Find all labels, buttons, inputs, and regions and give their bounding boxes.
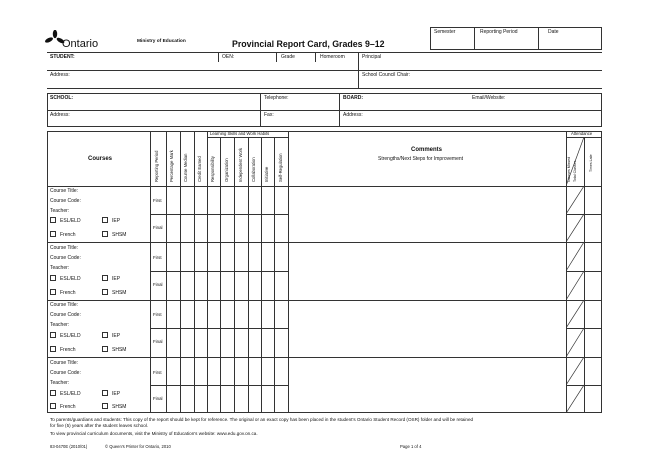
date-label: Date: [548, 29, 559, 35]
shsm-checkbox[interactable]: [102, 346, 108, 352]
final-period-label: Final: [153, 282, 163, 287]
col-responsibility: Responsibility: [210, 156, 215, 182]
comments-field[interactable]: [289, 358, 565, 412]
council-chair-field[interactable]: [359, 79, 601, 87]
course-title-label: Course Title:: [50, 360, 79, 366]
col-collaboration: Collaboration: [251, 157, 256, 182]
ministry-label: Ministry of Education: [137, 39, 186, 44]
fax-field[interactable]: [261, 118, 338, 126]
teacher-label: Teacher:: [50, 265, 70, 271]
french-checkbox[interactable]: [50, 231, 56, 237]
attendance-header: Attendance: [571, 131, 593, 136]
esl-eld-checkbox[interactable]: [50, 217, 56, 223]
footer-note-3: To view provincial curriculum documents, visit the Ministry of Education's website: www.edu.gov.on.ca.: [50, 431, 258, 436]
course-title-label: Course Title:: [50, 188, 79, 194]
col-total-classes: Total Classes: [573, 160, 577, 182]
col-initiative: Initiative: [264, 166, 269, 182]
comments-field[interactable]: [289, 301, 565, 356]
footer-note-2: for five (5) years after the student leaves school.: [50, 423, 149, 428]
board-address-field[interactable]: [340, 118, 601, 126]
teacher-label: Teacher:: [50, 322, 70, 328]
principal-label: Principal: [362, 54, 382, 60]
french-label: French: [60, 232, 76, 238]
course-code-label: Course Code:: [50, 370, 81, 376]
principal-field[interactable]: [359, 60, 601, 69]
first-period-label: First: [153, 312, 162, 317]
council-chair-label: School Council Chair:: [362, 72, 411, 78]
final-period-label: Final: [153, 396, 163, 401]
form-number: 83-0470E (2010/01): [50, 444, 88, 449]
student-label: STUDENT:: [50, 54, 75, 60]
col-credit-earned: Credit Earned: [197, 156, 202, 182]
french-checkbox[interactable]: [50, 403, 56, 409]
iep-checkbox[interactable]: [102, 217, 108, 223]
french-checkbox[interactable]: [50, 346, 56, 352]
teacher-label: Teacher:: [50, 380, 70, 386]
iep-label: IEP: [112, 333, 121, 339]
first-period-label: First: [153, 255, 162, 260]
courses-header: Courses: [88, 156, 113, 162]
copyright: © Queen's Printer for Ontario, 2010: [105, 444, 171, 449]
esl-eld-label: ESL/ELD: [60, 333, 81, 339]
school-address-field[interactable]: [48, 118, 259, 126]
attendance-diagonals-4: [566, 357, 584, 413]
course-code-label: Course Code:: [50, 255, 81, 261]
shsm-label: SHSM: [112, 232, 127, 238]
student-address-field[interactable]: [48, 79, 357, 87]
iep-label: IEP: [112, 218, 121, 224]
homeroom-label: Homeroom: [320, 54, 345, 60]
col-self-regulation: Self-Regulation: [278, 153, 283, 182]
col-organization: Organization: [224, 158, 229, 182]
col-independent-work: Independent Work: [238, 147, 243, 182]
semester-field[interactable]: [431, 36, 473, 49]
telephone-label: Telephone:: [264, 95, 289, 101]
esl-eld-checkbox[interactable]: [50, 390, 56, 396]
board-name-field[interactable]: [340, 101, 601, 109]
comments-subheader: Strengths/Next Steps for Improvement: [378, 156, 464, 162]
date-field[interactable]: [539, 36, 601, 49]
attendance-header-diagonal: [566, 137, 584, 186]
comments-field[interactable]: [289, 243, 565, 299]
fax-label: Fax:: [264, 112, 274, 118]
esl-eld-label: ESL/ELD: [60, 391, 81, 397]
telephone-field[interactable]: [261, 101, 338, 109]
grade-label: Grade: [281, 54, 295, 60]
col-reporting-period: Reporting Period: [154, 150, 159, 182]
board-address-label: Address:: [343, 112, 363, 118]
final-period-label: Final: [153, 339, 163, 344]
page-title: Provincial Report Card, Grades 9–12: [232, 39, 385, 49]
attendance-diagonals-1: [566, 186, 584, 242]
comments-field[interactable]: [289, 187, 565, 241]
col-times-late: Times Late: [589, 154, 593, 172]
student-address-label: Address:: [50, 72, 70, 78]
school-name-field[interactable]: [48, 101, 259, 109]
col-course-median: Course Median: [183, 153, 188, 182]
final-period-label: Final: [153, 225, 163, 230]
shsm-label: SHSM: [112, 404, 127, 410]
shsm-label: SHSM: [112, 347, 127, 353]
iep-label: IEP: [112, 391, 121, 397]
shsm-checkbox[interactable]: [102, 231, 108, 237]
email-website-label: Email/Website:: [472, 95, 506, 101]
learning-skills-header: Learning Skills and Work Habits: [210, 131, 270, 136]
oen-label: OEN:: [222, 54, 235, 60]
shsm-label: SHSM: [112, 290, 127, 296]
french-label: French: [60, 290, 76, 296]
reporting-period-label: Reporting Period: [480, 29, 518, 35]
teacher-label: Teacher:: [50, 208, 70, 214]
esl-eld-checkbox[interactable]: [50, 332, 56, 338]
first-period-label: First: [153, 198, 162, 203]
iep-checkbox[interactable]: [102, 332, 108, 338]
board-label: BOARD:: [343, 95, 363, 101]
esl-eld-label: ESL/ELD: [60, 276, 81, 282]
first-period-label: First: [153, 370, 162, 375]
footer-note-1: To parents/guardians and students: This copy of the report should be kept for reference. The original or an exact copy has been placed in the student's Ontario Student Record (OSR) folder and will be retained: [50, 417, 474, 422]
page-number: Page 1 of 4: [400, 444, 422, 449]
course-code-label: Course Code:: [50, 312, 81, 318]
esl-eld-checkbox[interactable]: [50, 275, 56, 281]
shsm-checkbox[interactable]: [102, 403, 108, 409]
semester-label: Semester: [434, 29, 456, 35]
course-code-label: Course Code:: [50, 198, 81, 204]
student-name-field[interactable]: [48, 60, 216, 69]
reporting-period-field[interactable]: [475, 36, 537, 49]
grade-field[interactable]: [277, 60, 314, 69]
oen-field[interactable]: [219, 60, 275, 69]
iep-checkbox[interactable]: [102, 390, 108, 396]
logo-text: Ontario: [62, 38, 99, 50]
homeroom-field[interactable]: [316, 60, 357, 69]
attendance-diagonals-3: [566, 300, 584, 357]
french-label: French: [60, 404, 76, 410]
esl-eld-label: ESL/ELD: [60, 218, 81, 224]
course-title-label: Course Title:: [50, 302, 79, 308]
col-classes-missed: Classes Missed: [567, 156, 571, 182]
school-label: SCHOOL:: [50, 95, 74, 101]
school-address-label: Address:: [50, 112, 70, 118]
iep-label: IEP: [112, 276, 121, 282]
course-title-label: Course Title:: [50, 245, 79, 251]
comments-header: Comments: [411, 147, 443, 153]
attendance-diagonals-2: [566, 242, 584, 300]
col-percentage-mark: Percentage Mark: [169, 150, 174, 182]
shsm-checkbox[interactable]: [102, 289, 108, 295]
iep-checkbox[interactable]: [102, 275, 108, 281]
french-label: French: [60, 347, 76, 353]
french-checkbox[interactable]: [50, 289, 56, 295]
